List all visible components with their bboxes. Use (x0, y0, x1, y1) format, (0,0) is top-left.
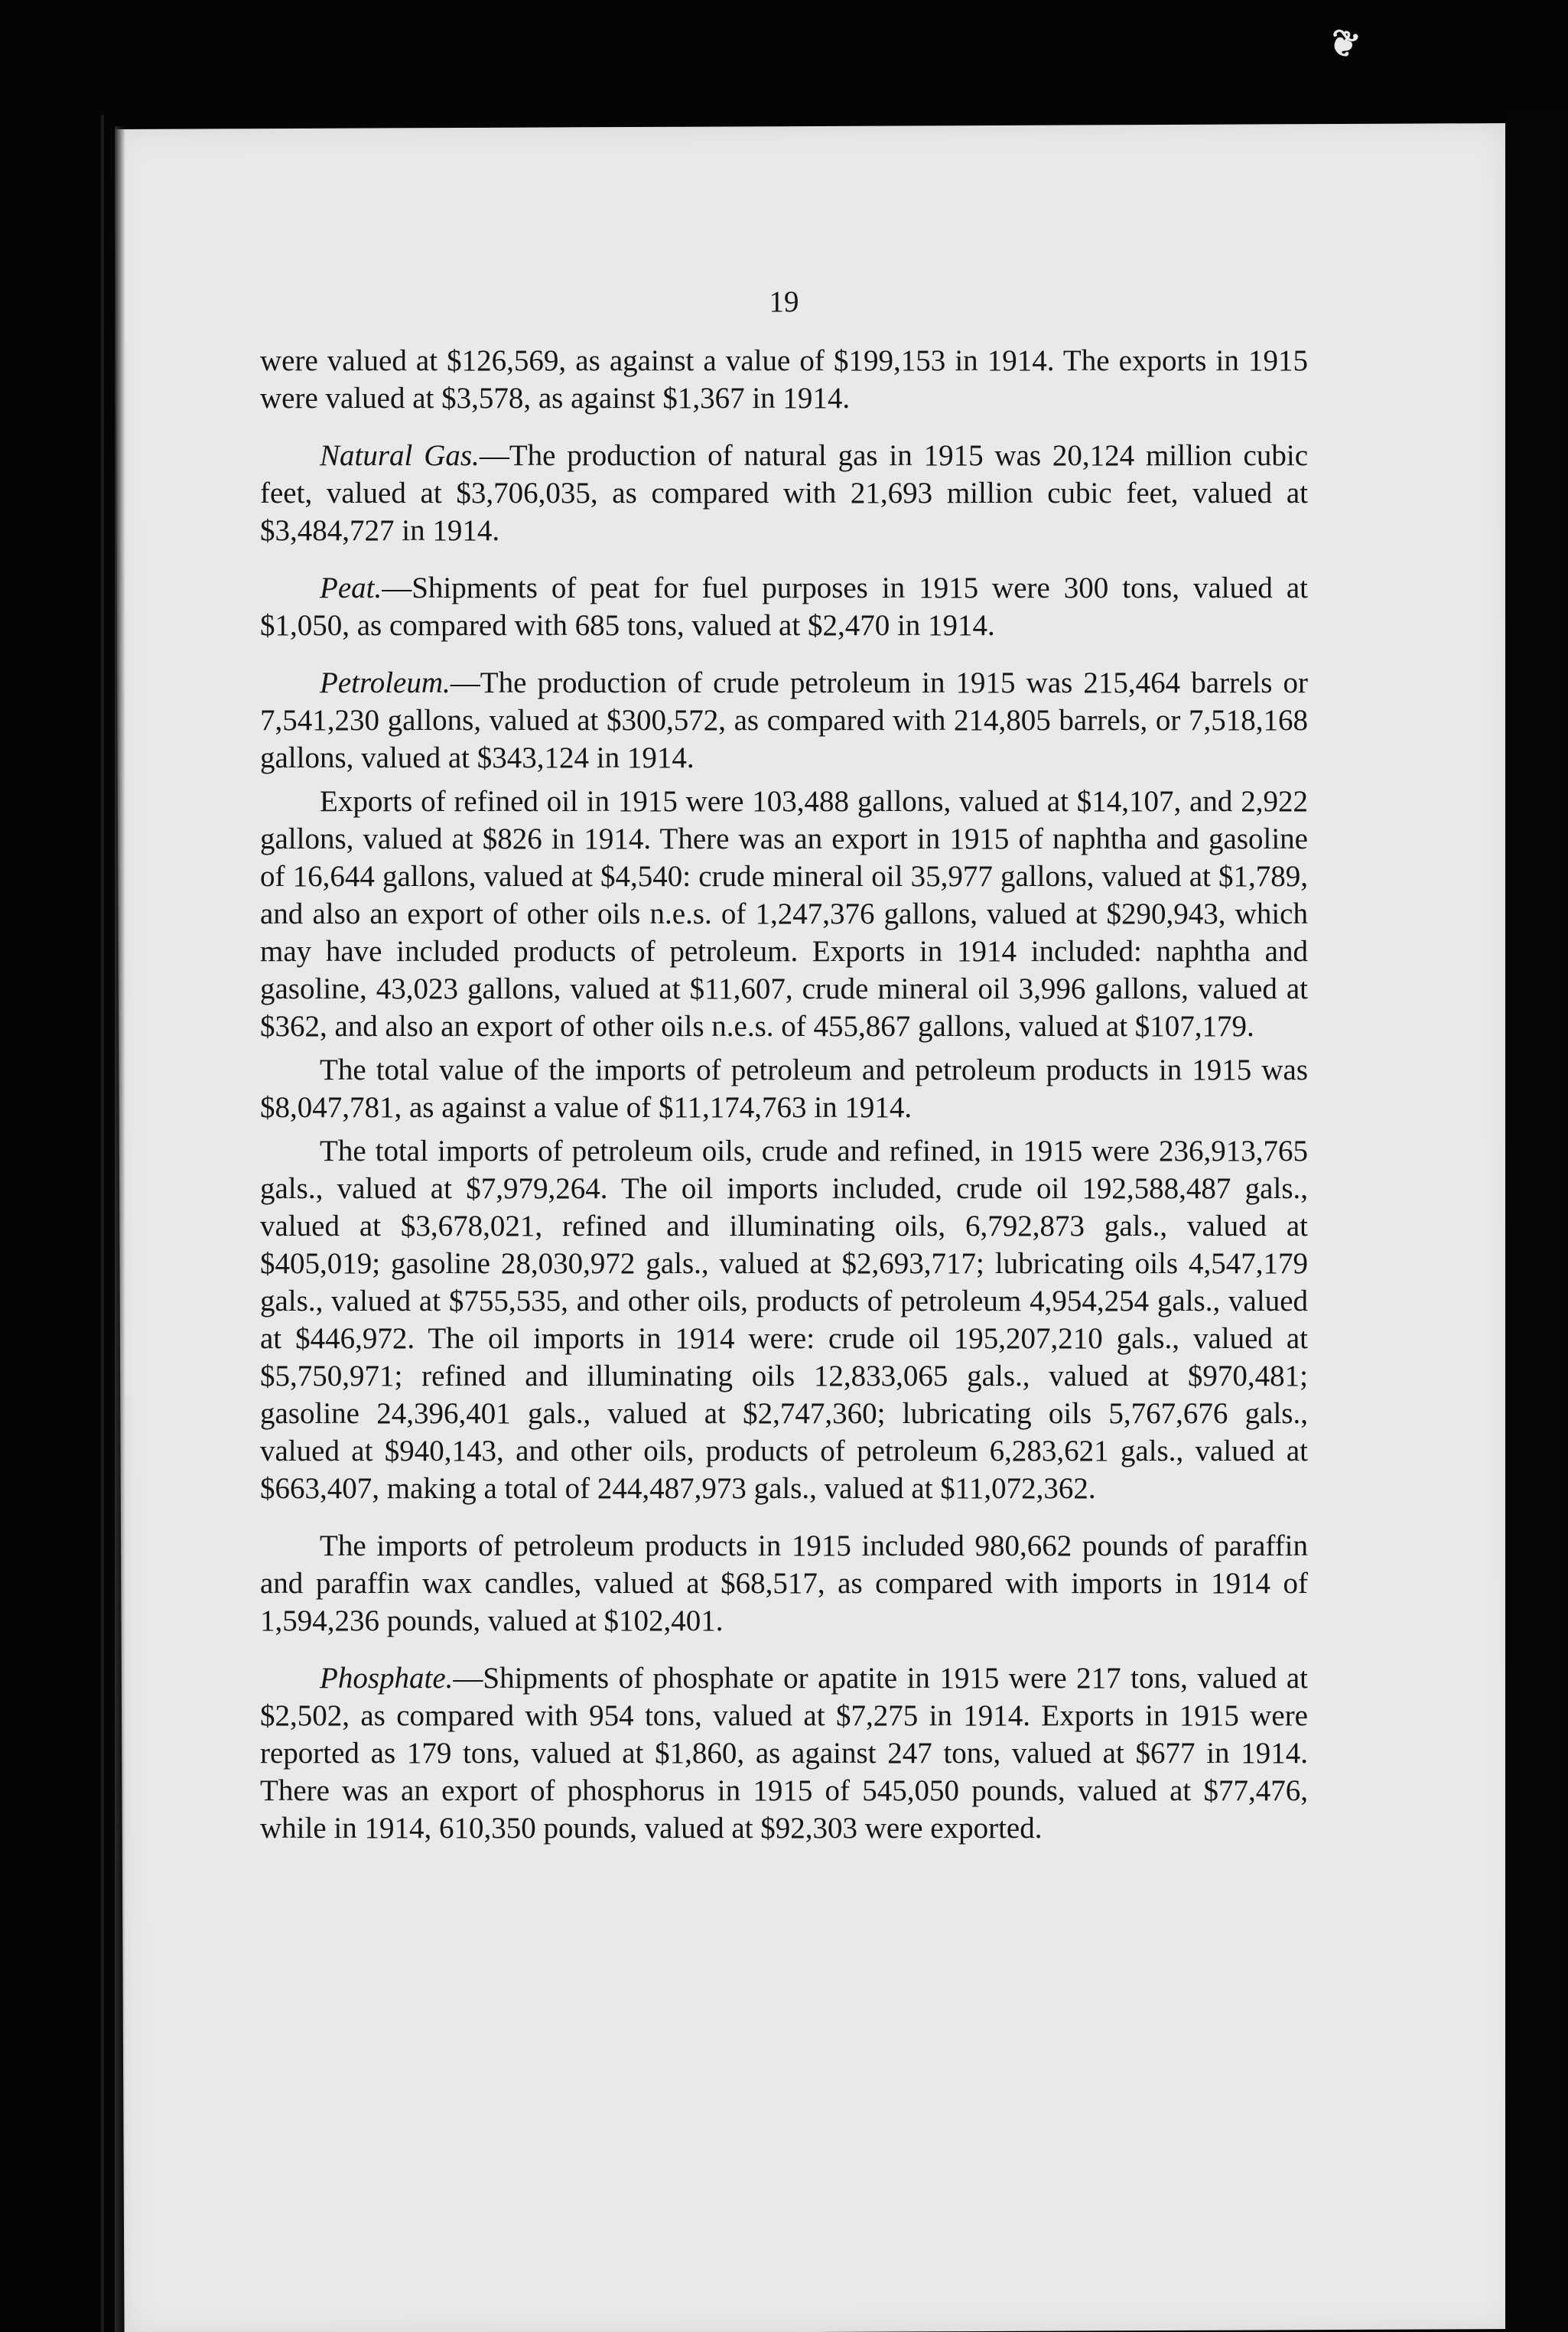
paragraph-text: The total value of the imports of petroleum and petroleum products in 1915 was $8,047,781, as against a value of $11,174,763 in 1914. (260, 1054, 1308, 1124)
corner-ornament-icon: ❦ (1323, 19, 1365, 68)
paragraph-text: The total imports of petroleum oils, crude and refined, in 1915 were 236,913,765 gals., valued at $7,979,264. The oil imports included, crude oil 192,588,487 gals., valued at $3,678,021, refined and illuminating oils, 6,792,873 gals., valued at $405,019; gasoline 28,030,972 gals., valued at $2,693,717; lubricating oils 4,547,179 gals., valued at $755,535, and other oils, products of petroleum 4,954,254 gals., valued at $446,972. The oil imports in 1914 were: crude oil 195,207,210 gals., valued at $5,750,971; refined and illuminating oils 12,833,065 gals., valued at $970,481; gasoline 24,396,401 gals., valued at $2,747,360; lubricating oils 5,767,676 gals., valued at $940,143, and other oils, products of petroleum 6,283,621 gals., valued at $663,407, making a total of 244,487,973 gals., valued at $11,072,362. (260, 1135, 1308, 1505)
section-heading-natural-gas: Natural Gas. (320, 439, 480, 472)
section-heading-phosphate: Phosphate. (320, 1662, 454, 1695)
section-heading-peat: Peat. (320, 572, 382, 604)
paragraph-petroleum-oil-imports (260, 1132, 1308, 1507)
paragraph-text: were valued at $126,569, as against a value of $199,153 in 1914. The exports in 1915 were valued at $3,578, as against $1,367 in 1914. (260, 344, 1308, 415)
paragraph-text: —Shipments of phosphate or apatite in 1915 were 217 tons, valued at $2,502, as compared with 954 tons, valued at $7,275 in 1914. Exports in 1915 were reported as 179 tons, valued at $1,860, as against 247 tons, valued at $677 in 1914. There was an export of phosphorus in 1915 of 545,050 pounds, valued at $77,476, while in 1914, 610,350 pounds, valued at $92,303 were exported. (260, 1662, 1308, 1845)
paragraph-refined-oil-exports (260, 783, 1308, 1045)
page-text-block (260, 283, 1308, 1847)
paragraph-text: —Shipments of peat for fuel purposes in 1915 were 300 tons, valued at $1,050, as compared with 685 tons, valued at $2,470 in 1914. (260, 572, 1308, 642)
paragraph-petroleum-imports-value (260, 1051, 1308, 1126)
paragraph-text: —The production of crude petroleum in 1915 was 215,464 barrels or 7,541,230 gallons, valued at $300,572, as compared with 214,805 barrels, or 7,518,168 gallons, valued at $343,124 in 1914. (260, 666, 1308, 774)
paragraph-text: —The production of natural gas in 1915 was 20,124 million cubic feet, valued at $3,706,035, as compared with 21,693 million cubic feet, valued at $3,484,727 in 1914. (260, 439, 1309, 547)
binding-edge-line (101, 115, 104, 2332)
right-page-edge (1505, 115, 1568, 2332)
paragraph-natural-gas (260, 437, 1308, 549)
section-heading-petroleum: Petroleum. (320, 666, 451, 699)
page-number: 19 (769, 285, 799, 318)
paragraph-paraffin-imports (260, 1527, 1308, 1640)
paragraph-text: The imports of petroleum products in 1915 included 980,662 pounds of paraffin and paraffin wax candles, valued at $68,517, as compared with imports in 1914 of 1,594,236 pounds, valued at $102,401. (260, 1529, 1308, 1637)
paragraph-phosphate (260, 1659, 1308, 1847)
gutter-shadow (115, 126, 125, 2332)
paragraph-petroleum (260, 664, 1308, 777)
paragraph-text: Exports of refined oil in 1915 were 103,488 gallons, valued at $14,107, and 2,922 gallons, valued at $826 in 1914. There was an export in 1915 of naphtha and gasoline of 16,644 gallons, valued at $4,540: crude mineral oil 35,977 gallons, valued at $1,789, and also an export of other oils n.e.s. of 1,247,376 gallons, valued at $290,943, which may have included products of petroleum. Exports in 1914 included: naphtha and gasoline, 43,023 gallons, valued at $11,607, crude mineral oil 3,996 gallons, valued at $362, and also an export of other oils n.e.s. of 455,867 gallons, valued at $107,179. (260, 785, 1308, 1043)
paragraph-continuation (260, 342, 1308, 417)
paragraph-peat (260, 569, 1308, 644)
